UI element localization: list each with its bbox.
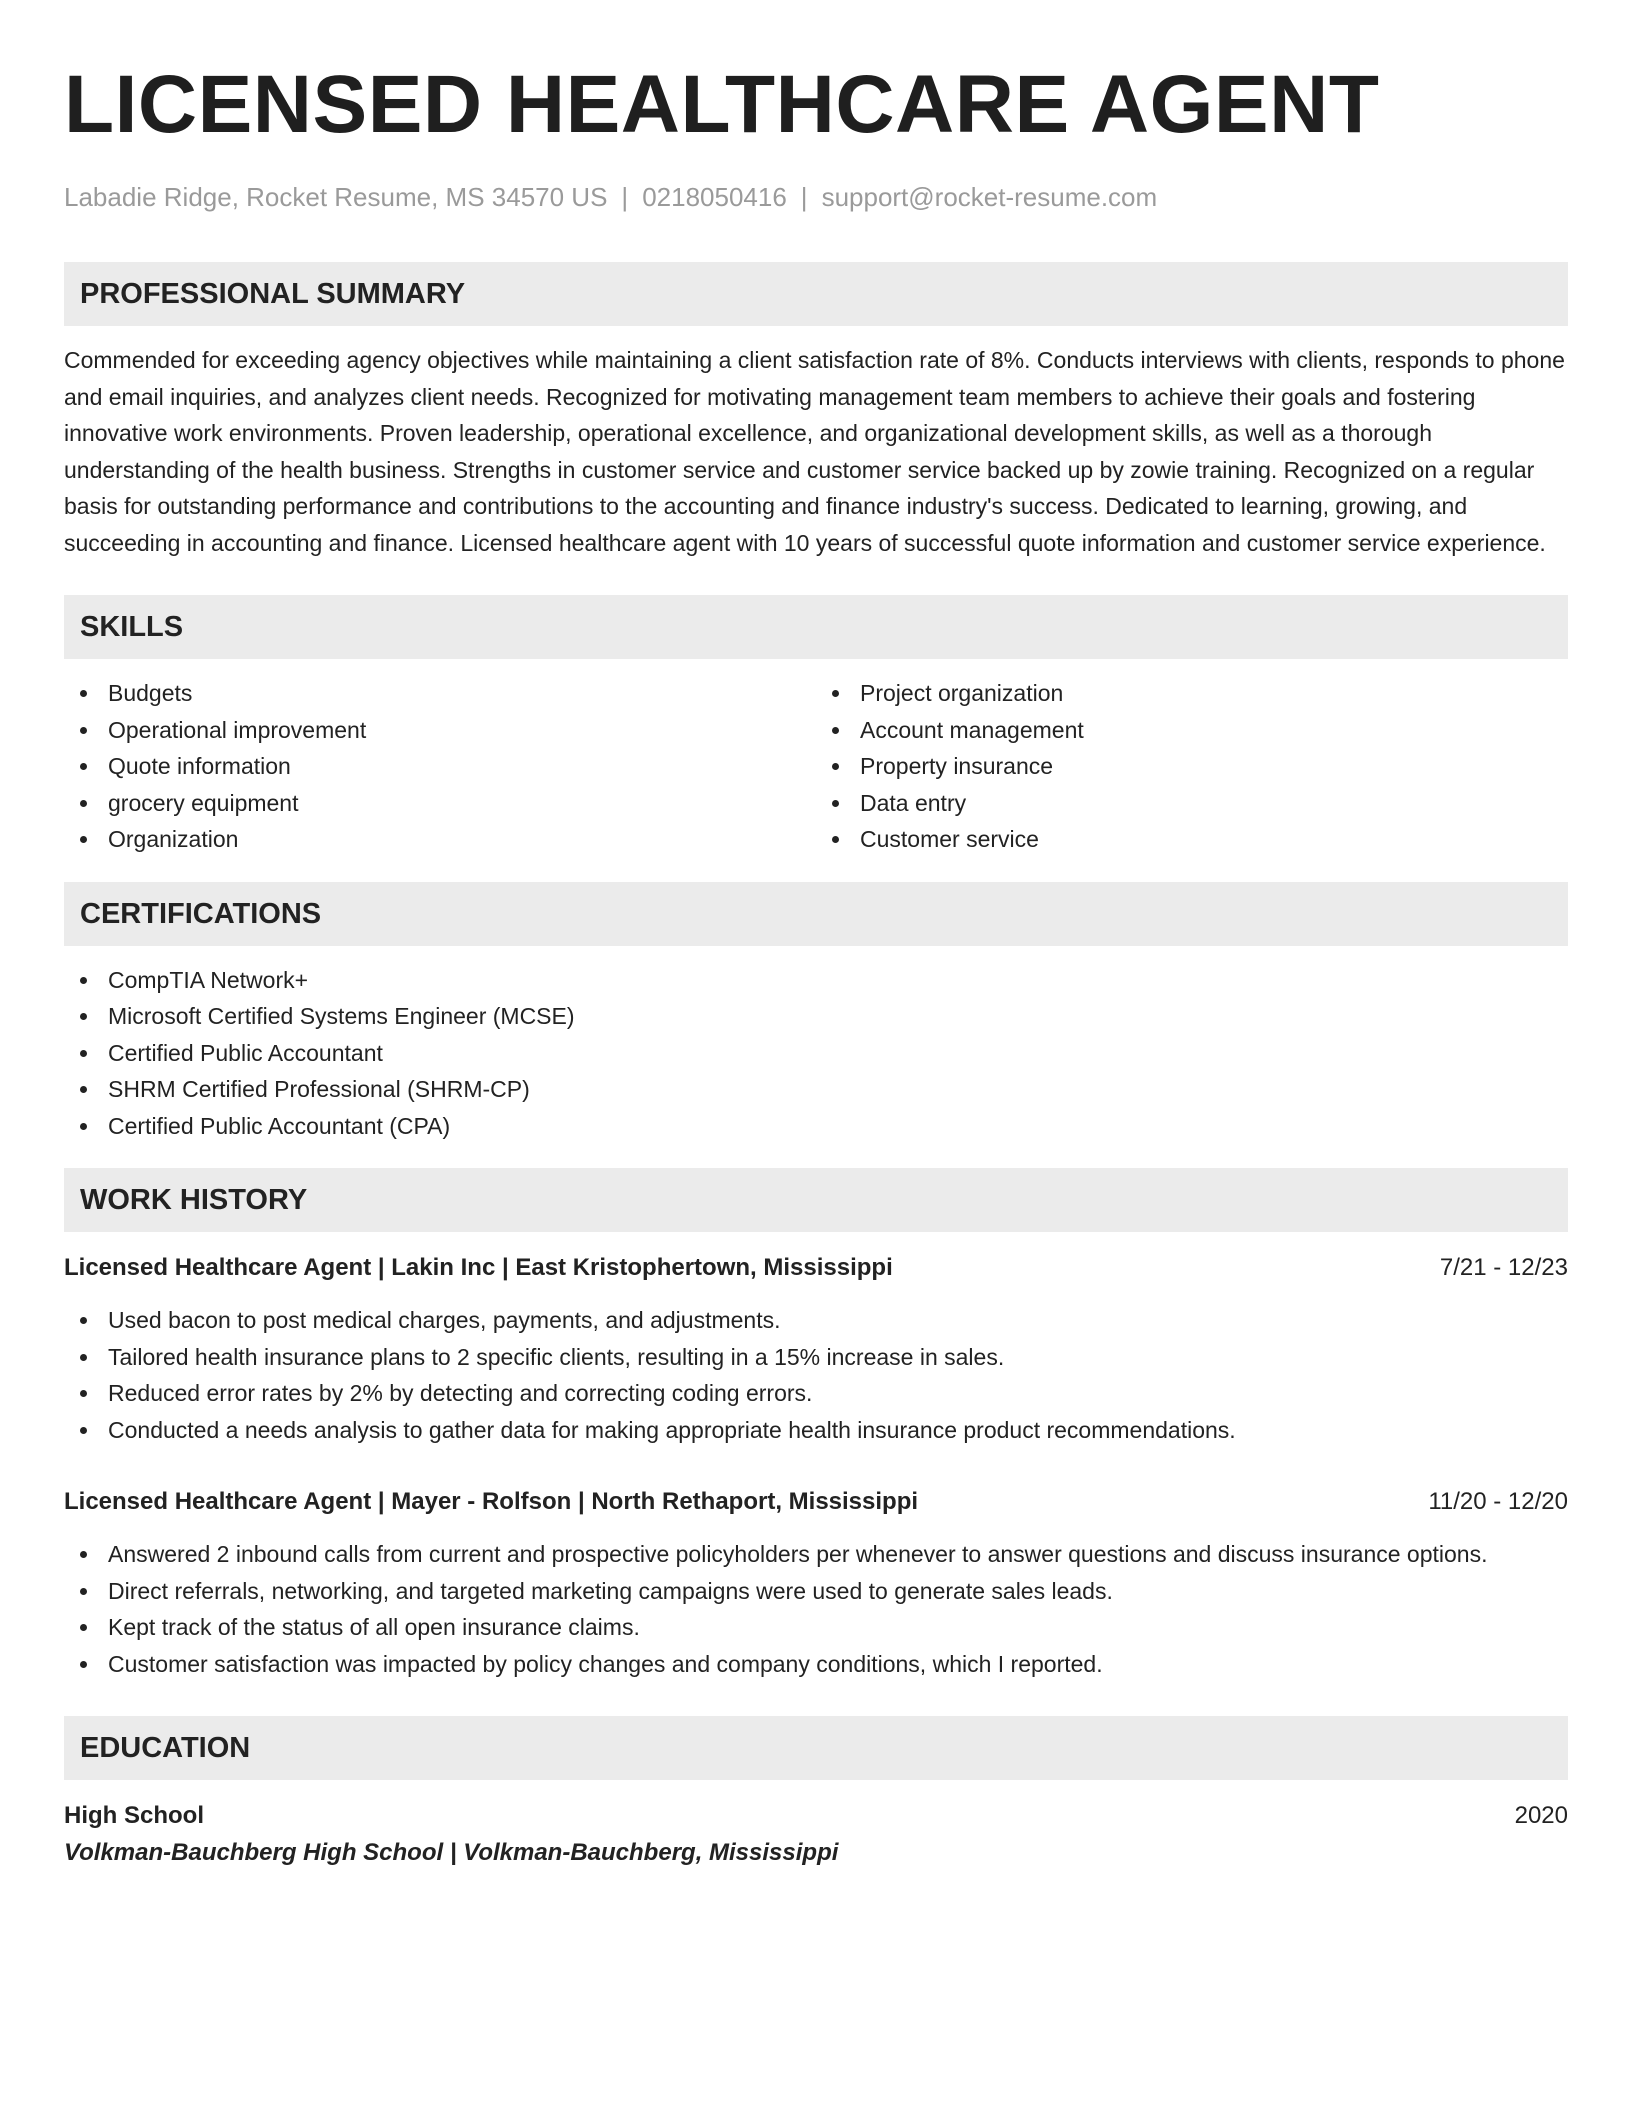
job-dates: 7/21 - 12/23 xyxy=(1439,1254,1568,1281)
certification-item: Certified Public Accountant xyxy=(64,1035,1568,1072)
skill-item: Project organization xyxy=(816,675,1568,712)
job-bullet: Tailored health insurance plans to 2 specific clients, resulting in a 15% increase in sales. xyxy=(64,1339,1568,1376)
education-heading-row xyxy=(64,1798,1568,1834)
job-heading-row xyxy=(64,1484,1568,1520)
job-bullet: Customer satisfaction was impacted by policy changes and company conditions, which I reported. xyxy=(64,1646,1568,1683)
skills-section-header: SKILLS xyxy=(64,595,1568,659)
education-year: 2020 xyxy=(1514,1802,1568,1829)
job-bullet: Reduced error rates by 2% by detecting and correcting coding errors. xyxy=(64,1375,1568,1412)
contact-line xyxy=(64,180,1568,214)
job-bullet: Used bacon to post medical charges, payments, and adjustments. xyxy=(64,1302,1568,1339)
skill-item: Property insurance xyxy=(816,748,1568,785)
job-entry xyxy=(64,1250,1568,1448)
summary-text: Commended for exceeding agency objectives while maintaining a client satisfaction rate of 8%. Conducts interviews with clients, responds to phone and email inquiries, and analyzes client needs. Recognized for motivating management team members to achieve their goals and fostering innovative work environments. Proven leadership, operational excellence, and organizational development skills, as well as a thorough understanding of the health business. Strengths in customer service and customer service backed up by zowie training. Recognized on a regular basis for outstanding performance and contributions to the accounting and finance industry's success. Dedicated to learning, growing, and succeeding in accounting and finance. Licensed healthcare agent with 10 years of successful quote information and customer service experience. xyxy=(64,347,1565,556)
certification-item: CompTIA Network+ xyxy=(64,962,1568,999)
job-bullet: Direct referrals, networking, and targeted marketing campaigns were used to generate sales leads. xyxy=(64,1573,1568,1610)
contact-separator: | xyxy=(800,182,808,212)
contact-separator: | xyxy=(621,182,629,212)
job-dates: 11/20 - 12/20 xyxy=(1428,1488,1568,1515)
job-heading-row xyxy=(64,1250,1568,1286)
education-degree: High School xyxy=(64,1802,204,1829)
summary-section-header: PROFESSIONAL SUMMARY xyxy=(64,262,1568,326)
skills-list xyxy=(64,675,1568,858)
job-bullet: Answered 2 inbound calls from current and prospective policyholders per whenever to answer questions and discuss insurance options. xyxy=(64,1536,1568,1573)
skill-item: Operational improvement xyxy=(64,712,816,749)
skills-column-right xyxy=(816,675,1568,858)
job-heading: Licensed Healthcare Agent | Mayer - Rolfson | North Rethaport, Mississippi xyxy=(64,1488,919,1515)
skill-item: grocery equipment xyxy=(64,785,816,822)
education-entry xyxy=(64,1798,1568,1872)
resume-name: LICENSED HEALTHCARE AGENT xyxy=(64,59,1380,150)
certifications-section-header: CERTIFICATIONS xyxy=(64,882,1568,946)
skill-item: Data entry xyxy=(816,785,1568,822)
job-heading: Licensed Healthcare Agent | Lakin Inc | East Kristophertown, Mississippi xyxy=(64,1254,893,1281)
contact-address: Labadie Ridge, Rocket Resume, MS 34570 US xyxy=(64,182,608,212)
skill-item: Customer service xyxy=(816,821,1568,858)
job-entry xyxy=(64,1484,1568,1682)
job-bullets xyxy=(64,1536,1568,1682)
skill-item: Quote information xyxy=(64,748,816,785)
job-bullet: Conducted a needs analysis to gather data for making appropriate health insurance product recommendations. xyxy=(64,1412,1568,1449)
skill-item: Organization xyxy=(64,821,816,858)
contact-phone: 0218050416 xyxy=(642,182,787,212)
education-section-header: EDUCATION xyxy=(64,1716,1568,1780)
education-school: Volkman-Bauchberg High School | Volkman-Bauchberg, Mississippi xyxy=(64,1839,839,1866)
certification-item: Certified Public Accountant (CPA) xyxy=(64,1108,1568,1145)
work-history-section-header: WORK HISTORY xyxy=(64,1168,1568,1232)
job-bullets xyxy=(64,1302,1568,1448)
skills-column-left xyxy=(64,675,816,858)
skill-item: Budgets xyxy=(64,675,816,712)
certification-item: Microsoft Certified Systems Engineer (MCSE) xyxy=(64,998,1568,1035)
certification-item: SHRM Certified Professional (SHRM-CP) xyxy=(64,1071,1568,1108)
certifications-list xyxy=(64,962,1568,1145)
skill-item: Account management xyxy=(816,712,1568,749)
contact-email: support@rocket-resume.com xyxy=(821,182,1158,212)
job-bullet: Kept track of the status of all open insurance claims. xyxy=(64,1609,1568,1646)
